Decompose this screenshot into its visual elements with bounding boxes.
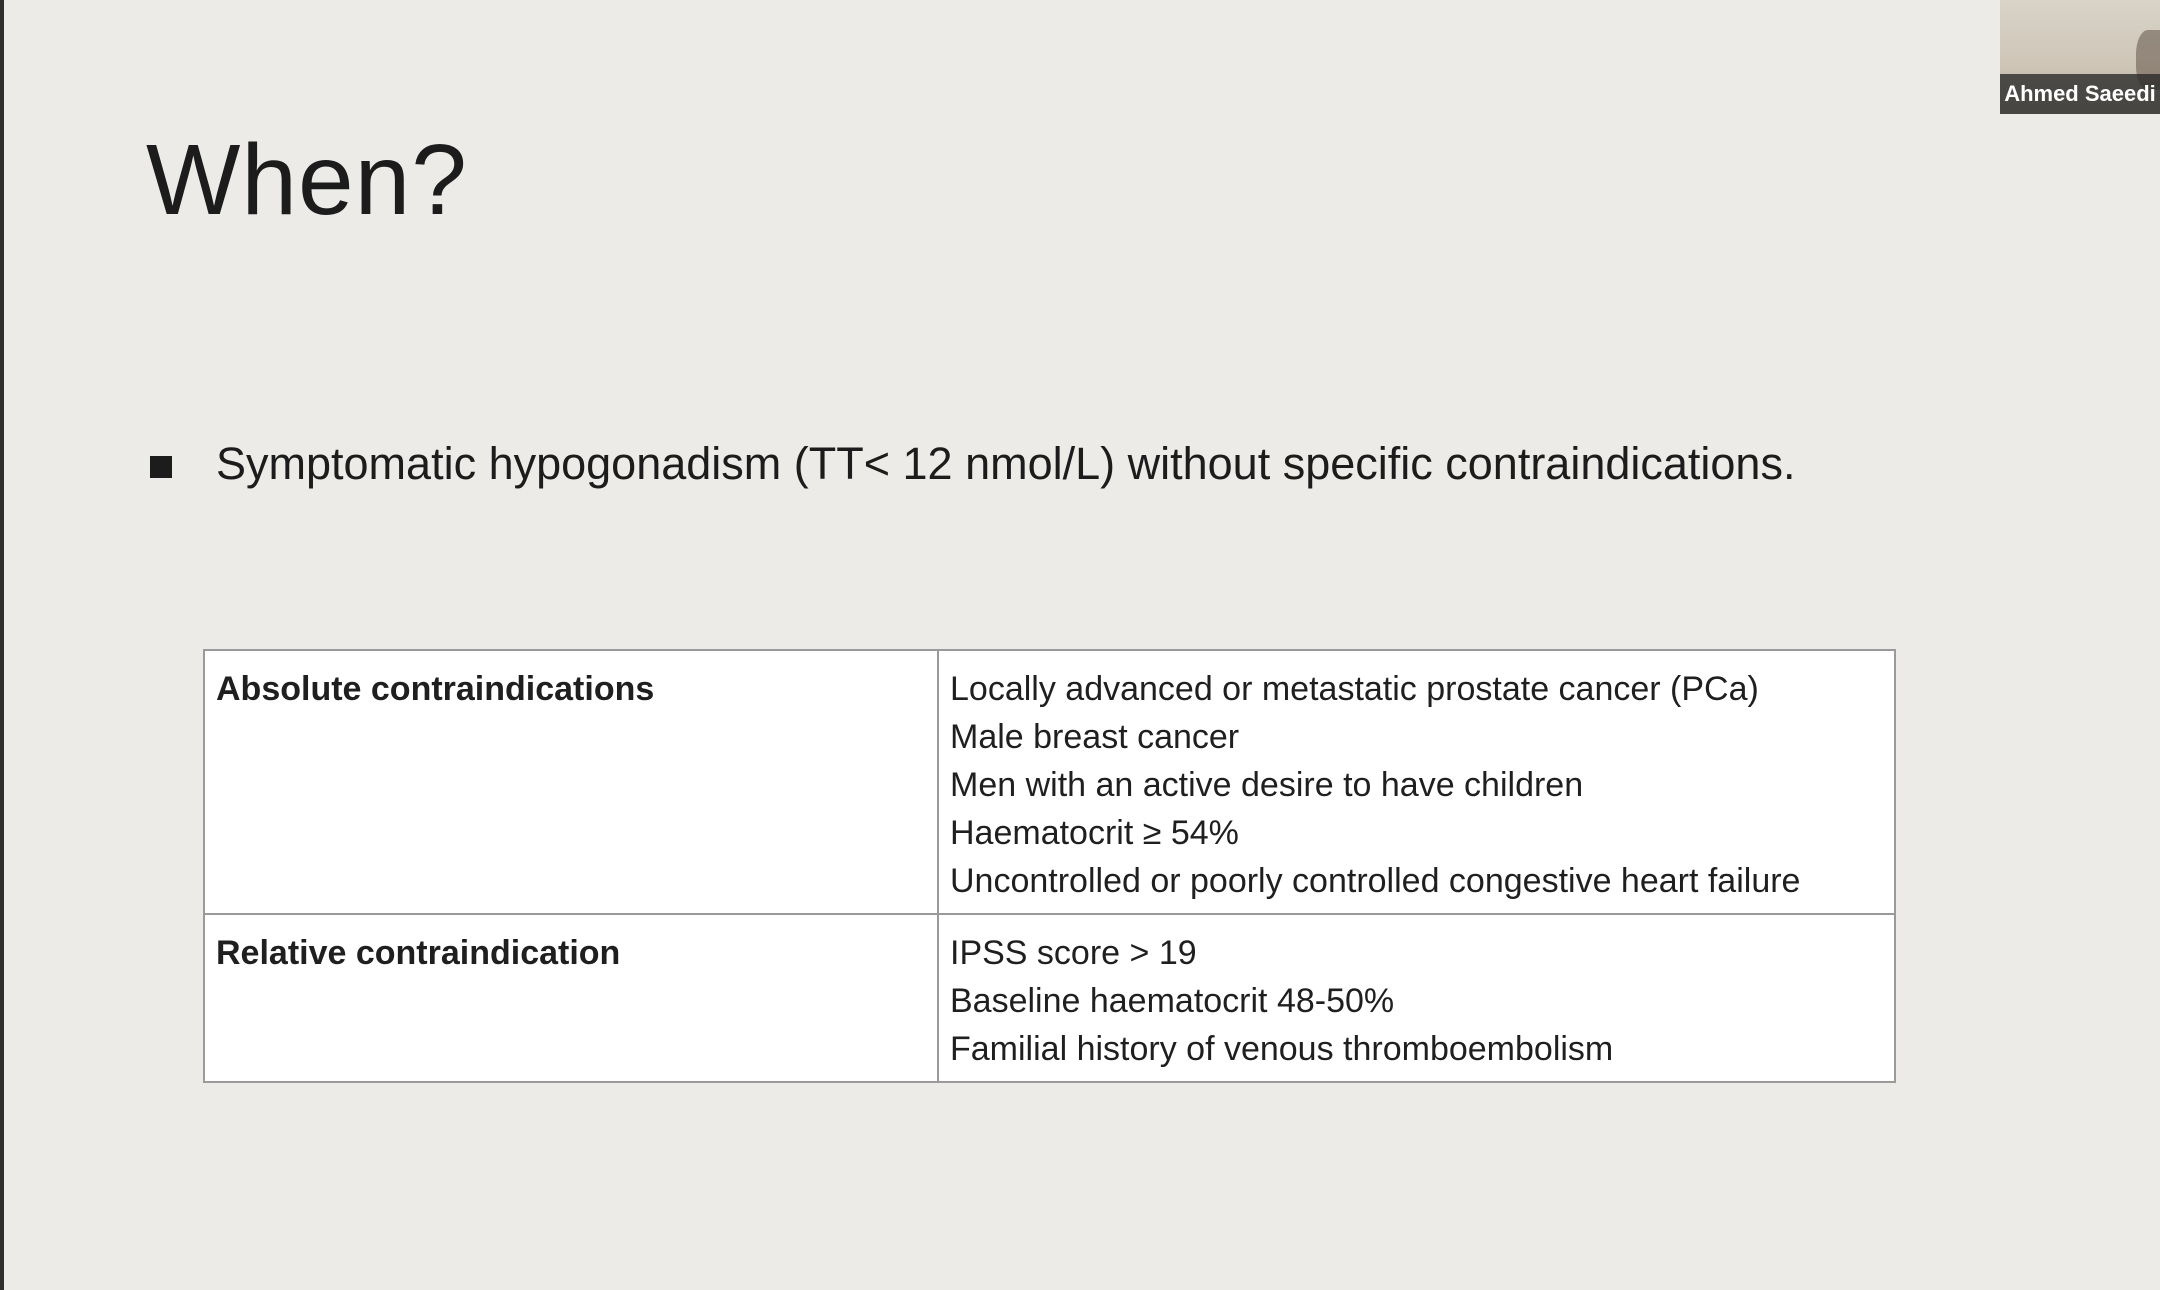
row-items: [938, 914, 1895, 1082]
contraindications-table: [203, 649, 1896, 1083]
left-edge-divider: [0, 0, 4, 1290]
list-item: Baseline haematocrit 48-50%: [950, 982, 1395, 1020]
table-row: [204, 650, 1895, 914]
row-label: Absolute contraindications: [204, 650, 938, 914]
bullet-item: [150, 438, 1795, 490]
list-item: IPSS score > 19: [950, 934, 1197, 972]
list-item: Haematocrit ≥ 54%: [950, 814, 1239, 852]
list-item: Male breast cancer: [950, 718, 1240, 756]
bullet-text: Symptomatic hypogonadism (TT< 12 nmol/L) without specific contraindications.: [216, 438, 1796, 489]
list-item: Locally advanced or metastatic prostate cancer (PCa): [950, 670, 1759, 708]
list-item: Men with an active desire to have children: [950, 766, 1584, 804]
list-item: Uncontrolled or poorly controlled congestive heart failure: [950, 862, 1801, 900]
participant-video-tile[interactable]: [2000, 0, 2160, 114]
table-row: [204, 914, 1895, 1082]
row-label: Relative contraindication: [204, 914, 938, 1082]
slide-title: When?: [146, 124, 468, 236]
participant-name-label: Ahmed Saeedi: [2000, 74, 2160, 114]
square-bullet-icon: [150, 456, 172, 478]
list-item: Familial history of venous thromboembolism: [950, 1030, 1614, 1068]
row-items: [938, 650, 1895, 914]
